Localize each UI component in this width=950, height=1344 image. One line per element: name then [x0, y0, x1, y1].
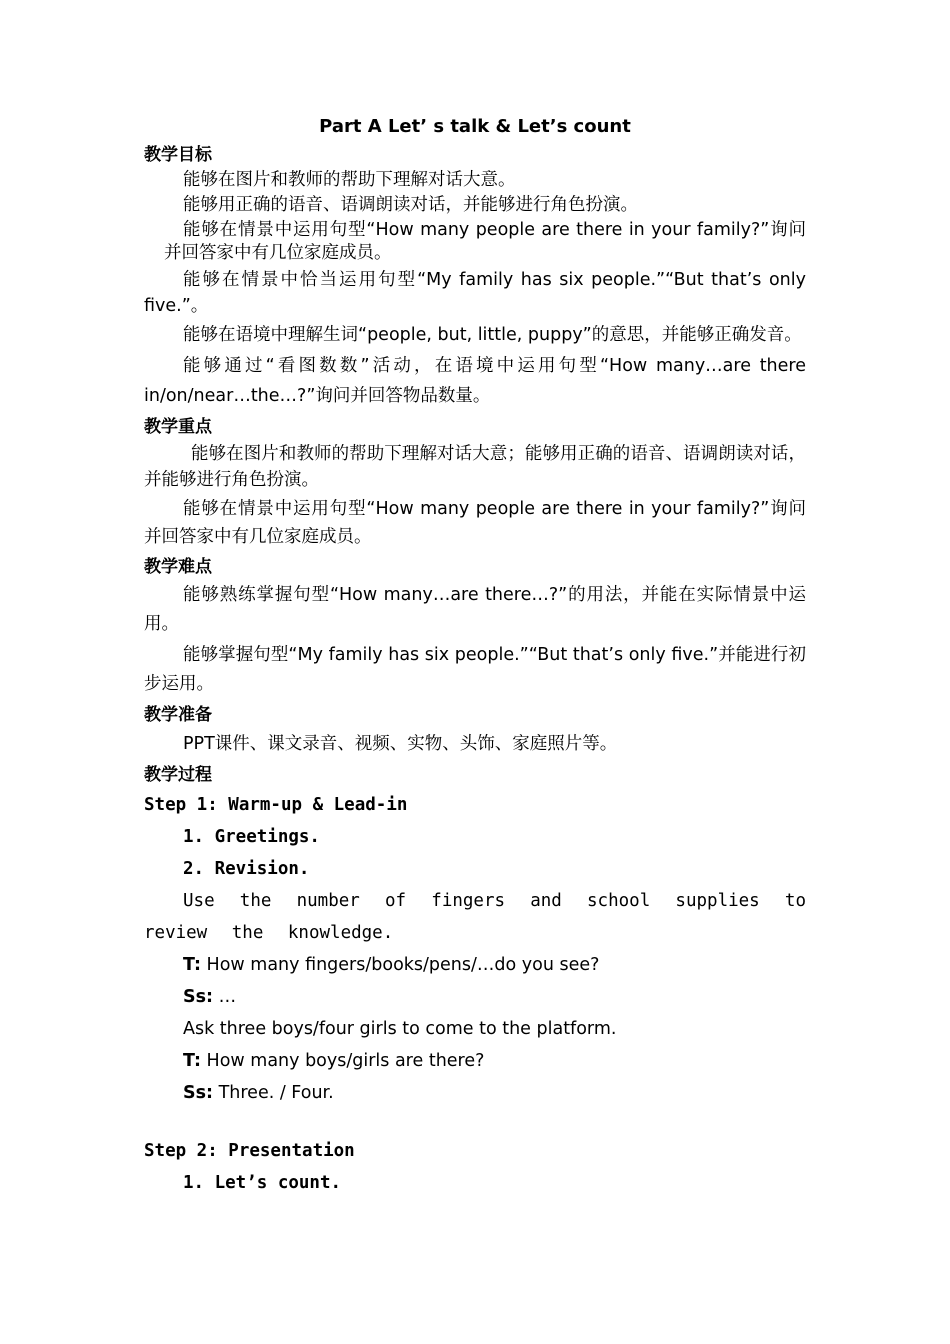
- preparation-heading: 教学准备: [144, 705, 212, 725]
- dialogue-line: [144, 1013, 806, 1045]
- difficulty-item: 能够熟练掌握句型“How many…are there…?”的用法，并能在实际情景中运用。: [144, 585, 806, 634]
- dialogue-speaker: Ss:: [183, 1083, 214, 1103]
- step1-sub-revision: 2. Revision.: [183, 859, 310, 879]
- dialogue-line: [144, 981, 806, 1013]
- dialogue-line: [144, 1045, 806, 1077]
- dialogue-line: [144, 949, 806, 981]
- dialogue-speaker: T:: [183, 955, 201, 975]
- objective-item: 能够在情景中恰当运用句型“My family has six people.”“But that’s only five.”。: [144, 270, 806, 316]
- difficulty-item: 能够掌握句型“My family has six people.”“But that’s only five.”并能进行初步运用。: [144, 645, 806, 694]
- key-point-item: 能够在情景中运用句型“How many people are there in your family?”询问并回答家中有几位家庭成员。: [144, 499, 806, 547]
- preparation-text: PPT课件、课文录音、视频、实物、头饰、家庭照片等。: [183, 734, 618, 754]
- step1-title: Step 1: Warm-up & Lead-in: [144, 795, 408, 815]
- dialogue-speaker: T:: [183, 1051, 201, 1071]
- dialogue-line: [144, 1077, 806, 1109]
- step1-sub-greetings: 1. Greetings.: [183, 827, 320, 847]
- dialogue-text: How many boys/girls are there?: [200, 1051, 485, 1071]
- document-content: [144, 116, 806, 1199]
- process-heading: 教学过程: [144, 765, 212, 785]
- page-title: Part A Let’ s talk & Let’s count: [319, 116, 631, 137]
- dialogue-text: How many fingers/books/pens/…do you see?: [200, 955, 600, 975]
- difficulties-heading: 教学难点: [144, 557, 212, 577]
- dialogue-text: …: [213, 987, 237, 1007]
- objective-item: 能够在情景中运用句型“How many people are there in your family?”询问并回答家中有几位家庭成员。: [164, 220, 806, 263]
- objective-item: 能够在图片和教师的帮助下理解对话大意。: [183, 170, 516, 190]
- dialogue-text: Three. / Four.: [213, 1083, 334, 1103]
- key-point-item: 能够在图片和教师的帮助下理解对话大意；能够用正确的语音、语调朗读对话，并能够进行角色扮演。: [144, 444, 806, 490]
- objective-item: 能够在语境中理解生词“people, but, little, puppy”的意思，并能够正确发音。: [183, 325, 802, 345]
- objective-item: 能够用正确的语音、语调朗读对话，并能够进行角色扮演。: [183, 195, 638, 215]
- step2-title: Step 2: Presentation: [144, 1141, 355, 1161]
- key-points-heading: 教学重点: [144, 417, 212, 437]
- dialogue-speaker: Ss:: [183, 987, 214, 1007]
- objectives-heading: 教学目标: [144, 145, 212, 165]
- step1-description: Use the number of fingers and school supplies to review the knowledge.: [144, 891, 806, 943]
- step2-sub-count: 1. Let’s count.: [183, 1173, 342, 1193]
- objective-item: 能够通过“看图数数”活动，在语境中运用句型“How many…are there in/on/near…the…?”询问并回答物品数量。: [144, 356, 806, 406]
- spacer: [144, 1109, 806, 1135]
- dialogue-text: Ask three boys/four girls to come to the platform.: [183, 1019, 617, 1039]
